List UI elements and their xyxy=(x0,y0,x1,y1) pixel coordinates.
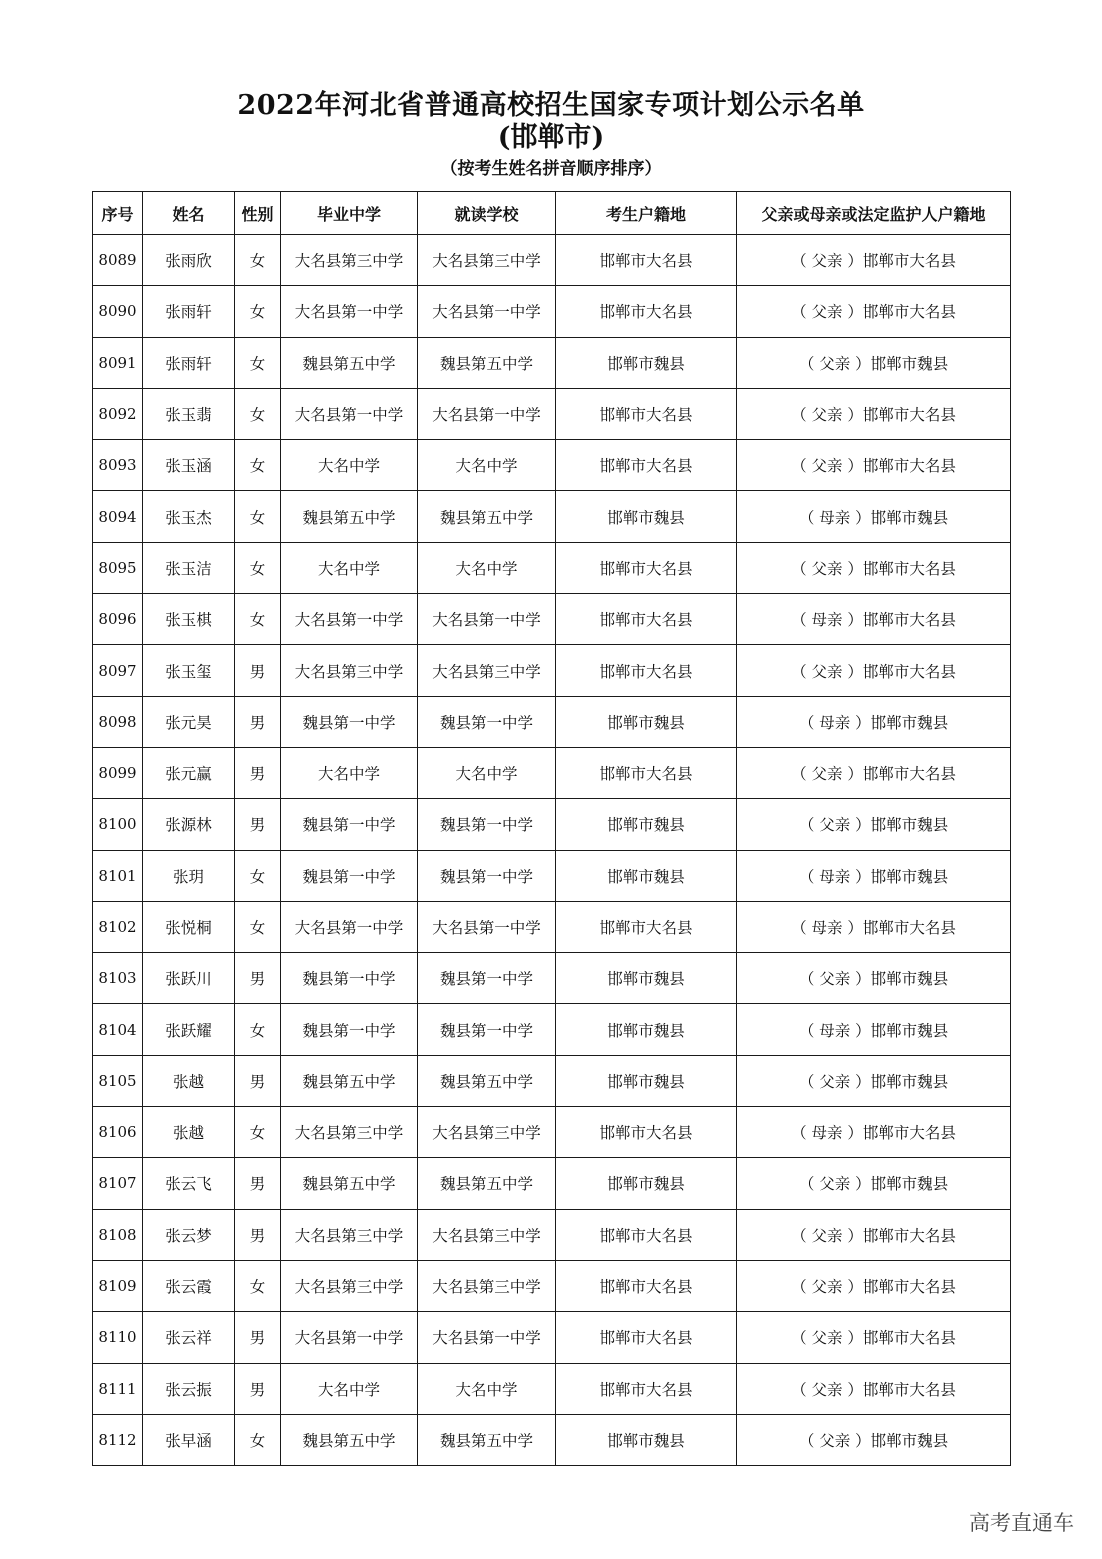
cell-student-hukou: 邯郸市魏县 xyxy=(556,1004,737,1055)
cell-guardian-hukou: （ 父亲 ）邯郸市大名县 xyxy=(737,440,1011,491)
document-title: 2022年河北省普通高校招生国家专项计划公示名单 xyxy=(237,90,865,121)
table-row xyxy=(93,747,1011,798)
cell-serial: 8096 xyxy=(93,594,143,645)
cell-name: 张元赢 xyxy=(143,747,235,798)
table-row xyxy=(93,388,1011,439)
cell-gender: 女 xyxy=(235,440,281,491)
cell-student-hukou: 邯郸市大名县 xyxy=(556,1260,737,1311)
cell-name: 张玥 xyxy=(143,850,235,901)
table-row xyxy=(93,850,1011,901)
cell-gender: 男 xyxy=(235,1055,281,1106)
cell-current-school: 大名县第三中学 xyxy=(418,1260,556,1311)
cell-name: 张越 xyxy=(143,1055,235,1106)
cell-gender: 女 xyxy=(235,1260,281,1311)
cell-student-hukou: 邯郸市魏县 xyxy=(556,1158,737,1209)
cell-name: 张云梦 xyxy=(143,1209,235,1260)
cell-serial: 8108 xyxy=(93,1209,143,1260)
cell-name: 张雨轩 xyxy=(143,337,235,388)
cell-graduated-school: 大名中学 xyxy=(281,747,418,798)
cell-guardian-hukou: （ 母亲 ）邯郸市大名县 xyxy=(737,594,1011,645)
cell-graduated-school: 魏县第五中学 xyxy=(281,1414,418,1465)
title-block xyxy=(0,88,1102,182)
table-row xyxy=(93,1055,1011,1106)
cell-gender: 男 xyxy=(235,696,281,747)
cell-student-hukou: 邯郸市大名县 xyxy=(556,1209,737,1260)
cell-gender: 女 xyxy=(235,1414,281,1465)
cell-graduated-school: 大名县第一中学 xyxy=(281,388,418,439)
cell-serial: 8111 xyxy=(93,1363,143,1414)
cell-serial: 8092 xyxy=(93,388,143,439)
cell-current-school: 魏县第五中学 xyxy=(418,337,556,388)
cell-current-school: 魏县第五中学 xyxy=(418,1055,556,1106)
cell-guardian-hukou: （ 父亲 ）邯郸市大名县 xyxy=(737,286,1011,337)
cell-student-hukou: 邯郸市魏县 xyxy=(556,337,737,388)
cell-serial: 8103 xyxy=(93,953,143,1004)
cell-name: 张云霞 xyxy=(143,1260,235,1311)
table-row xyxy=(93,1363,1011,1414)
cell-graduated-school: 大名县第一中学 xyxy=(281,1312,418,1363)
cell-current-school: 大名县第一中学 xyxy=(418,388,556,439)
cell-name: 张早涵 xyxy=(143,1414,235,1465)
cell-gender: 女 xyxy=(235,1004,281,1055)
cell-name: 张源林 xyxy=(143,799,235,850)
cell-guardian-hukou: （ 父亲 ）邯郸市大名县 xyxy=(737,1312,1011,1363)
cell-gender: 女 xyxy=(235,491,281,542)
document-subtitle: (邯郸市) xyxy=(497,122,605,153)
cell-student-hukou: 邯郸市魏县 xyxy=(556,491,737,542)
table-row xyxy=(93,440,1011,491)
table-row xyxy=(93,594,1011,645)
cell-current-school: 大名县第三中学 xyxy=(418,235,556,286)
cell-guardian-hukou: （ 父亲 ）邯郸市大名县 xyxy=(737,1363,1011,1414)
cell-student-hukou: 邯郸市大名县 xyxy=(556,645,737,696)
cell-student-hukou: 邯郸市魏县 xyxy=(556,1055,737,1106)
cell-student-hukou: 邯郸市魏县 xyxy=(556,953,737,1004)
cell-graduated-school: 大名县第一中学 xyxy=(281,286,418,337)
cell-name: 张元昊 xyxy=(143,696,235,747)
cell-student-hukou: 邯郸市大名县 xyxy=(556,1107,737,1158)
cell-guardian-hukou: （ 父亲 ）邯郸市魏县 xyxy=(737,337,1011,388)
table-row xyxy=(93,286,1011,337)
cell-current-school: 大名县第三中学 xyxy=(418,1209,556,1260)
cell-current-school: 魏县第五中学 xyxy=(418,491,556,542)
cell-name: 张云振 xyxy=(143,1363,235,1414)
table-row xyxy=(93,696,1011,747)
cell-current-school: 魏县第一中学 xyxy=(418,799,556,850)
cell-serial: 8107 xyxy=(93,1158,143,1209)
cell-serial: 8090 xyxy=(93,286,143,337)
header-serial: 序号 xyxy=(93,192,143,235)
cell-serial: 8099 xyxy=(93,747,143,798)
cell-student-hukou: 邯郸市大名县 xyxy=(556,901,737,952)
cell-student-hukou: 邯郸市大名县 xyxy=(556,1363,737,1414)
cell-student-hukou: 邯郸市大名县 xyxy=(556,235,737,286)
header-row xyxy=(93,192,1011,235)
cell-guardian-hukou: （ 父亲 ）邯郸市大名县 xyxy=(737,388,1011,439)
cell-name: 张玉棋 xyxy=(143,594,235,645)
cell-current-school: 魏县第一中学 xyxy=(418,696,556,747)
cell-graduated-school: 魏县第一中学 xyxy=(281,1004,418,1055)
cell-current-school: 大名县第三中学 xyxy=(418,1107,556,1158)
cell-guardian-hukou: （ 父亲 ）邯郸市大名县 xyxy=(737,235,1011,286)
cell-gender: 女 xyxy=(235,542,281,593)
cell-name: 张雨轩 xyxy=(143,286,235,337)
cell-serial: 8110 xyxy=(93,1312,143,1363)
cell-serial: 8098 xyxy=(93,696,143,747)
header-gender: 性别 xyxy=(235,192,281,235)
cell-graduated-school: 大名中学 xyxy=(281,440,418,491)
cell-guardian-hukou: （ 父亲 ）邯郸市魏县 xyxy=(737,1055,1011,1106)
cell-gender: 男 xyxy=(235,1209,281,1260)
cell-gender: 男 xyxy=(235,1158,281,1209)
cell-current-school: 大名中学 xyxy=(418,747,556,798)
cell-gender: 男 xyxy=(235,645,281,696)
cell-graduated-school: 大名县第三中学 xyxy=(281,645,418,696)
cell-guardian-hukou: （ 母亲 ）邯郸市魏县 xyxy=(737,491,1011,542)
cell-serial: 8105 xyxy=(93,1055,143,1106)
table-row xyxy=(93,1158,1011,1209)
cell-name: 张玉翡 xyxy=(143,388,235,439)
header-student-hukou: 考生户籍地 xyxy=(556,192,737,235)
table-row xyxy=(93,1004,1011,1055)
cell-student-hukou: 邯郸市魏县 xyxy=(556,1414,737,1465)
cell-serial: 8101 xyxy=(93,850,143,901)
cell-student-hukou: 邯郸市大名县 xyxy=(556,1312,737,1363)
cell-graduated-school: 大名县第三中学 xyxy=(281,235,418,286)
cell-serial: 8095 xyxy=(93,542,143,593)
cell-current-school: 大名县第一中学 xyxy=(418,901,556,952)
cell-student-hukou: 邯郸市大名县 xyxy=(556,440,737,491)
cell-name: 张跃耀 xyxy=(143,1004,235,1055)
cell-name: 张玉洁 xyxy=(143,542,235,593)
cell-graduated-school: 大名县第三中学 xyxy=(281,1107,418,1158)
cell-current-school: 魏县第一中学 xyxy=(418,953,556,1004)
cell-graduated-school: 大名中学 xyxy=(281,542,418,593)
cell-current-school: 大名县第一中学 xyxy=(418,594,556,645)
cell-student-hukou: 邯郸市大名县 xyxy=(556,286,737,337)
cell-serial: 8100 xyxy=(93,799,143,850)
table-row xyxy=(93,1209,1011,1260)
cell-gender: 女 xyxy=(235,337,281,388)
cell-graduated-school: 魏县第五中学 xyxy=(281,1158,418,1209)
cell-serial: 8109 xyxy=(93,1260,143,1311)
cell-name: 张越 xyxy=(143,1107,235,1158)
header-current-school: 就读学校 xyxy=(418,192,556,235)
cell-gender: 女 xyxy=(235,850,281,901)
cell-student-hukou: 邯郸市魏县 xyxy=(556,850,737,901)
cell-name: 张玉涵 xyxy=(143,440,235,491)
table-row xyxy=(93,1312,1011,1363)
cell-serial: 8091 xyxy=(93,337,143,388)
table-row xyxy=(93,645,1011,696)
table-row xyxy=(93,901,1011,952)
cell-gender: 女 xyxy=(235,286,281,337)
cell-guardian-hukou: （ 父亲 ）邯郸市大名县 xyxy=(737,747,1011,798)
sort-note: （按考生姓名拼音顺序排序） xyxy=(440,159,662,179)
cell-graduated-school: 大名县第一中学 xyxy=(281,594,418,645)
cell-name: 张玉玺 xyxy=(143,645,235,696)
cell-gender: 男 xyxy=(235,953,281,1004)
cell-gender: 男 xyxy=(235,799,281,850)
roster-body xyxy=(93,235,1011,1466)
cell-guardian-hukou: （ 父亲 ）邯郸市大名县 xyxy=(737,1209,1011,1260)
table-row xyxy=(93,1107,1011,1158)
cell-serial: 8093 xyxy=(93,440,143,491)
cell-serial: 8094 xyxy=(93,491,143,542)
cell-current-school: 魏县第五中学 xyxy=(418,1158,556,1209)
cell-guardian-hukou: （ 父亲 ）邯郸市魏县 xyxy=(737,1158,1011,1209)
table-row xyxy=(93,337,1011,388)
table-row xyxy=(93,235,1011,286)
cell-serial: 8102 xyxy=(93,901,143,952)
cell-guardian-hukou: （ 父亲 ）邯郸市大名县 xyxy=(737,645,1011,696)
cell-student-hukou: 邯郸市大名县 xyxy=(556,747,737,798)
cell-gender: 女 xyxy=(235,594,281,645)
cell-gender: 男 xyxy=(235,1363,281,1414)
cell-current-school: 大名县第一中学 xyxy=(418,286,556,337)
cell-graduated-school: 魏县第一中学 xyxy=(281,850,418,901)
cell-graduated-school: 魏县第五中学 xyxy=(281,337,418,388)
cell-gender: 女 xyxy=(235,235,281,286)
cell-gender: 男 xyxy=(235,1312,281,1363)
cell-student-hukou: 邯郸市魏县 xyxy=(556,799,737,850)
cell-serial: 8104 xyxy=(93,1004,143,1055)
header-guardian-hukou: 父亲或母亲或法定监护人户籍地 xyxy=(737,192,1011,235)
cell-gender: 女 xyxy=(235,901,281,952)
cell-guardian-hukou: （ 父亲 ）邯郸市魏县 xyxy=(737,1414,1011,1465)
cell-guardian-hukou: （ 母亲 ）邯郸市魏县 xyxy=(737,1004,1011,1055)
cell-gender: 男 xyxy=(235,747,281,798)
cell-graduated-school: 大名县第三中学 xyxy=(281,1209,418,1260)
cell-graduated-school: 魏县第一中学 xyxy=(281,696,418,747)
cell-current-school: 大名中学 xyxy=(418,542,556,593)
cell-name: 张云飞 xyxy=(143,1158,235,1209)
cell-graduated-school: 魏县第一中学 xyxy=(281,953,418,1004)
cell-current-school: 大名县第一中学 xyxy=(418,1312,556,1363)
cell-name: 张悦桐 xyxy=(143,901,235,952)
cell-student-hukou: 邯郸市魏县 xyxy=(556,696,737,747)
cell-current-school: 大名中学 xyxy=(418,1363,556,1414)
cell-name: 张雨欣 xyxy=(143,235,235,286)
cell-graduated-school: 大名县第一中学 xyxy=(281,901,418,952)
cell-name: 张云祥 xyxy=(143,1312,235,1363)
cell-name: 张跃川 xyxy=(143,953,235,1004)
cell-serial: 8112 xyxy=(93,1414,143,1465)
cell-current-school: 魏县第五中学 xyxy=(418,1414,556,1465)
cell-student-hukou: 邯郸市大名县 xyxy=(556,388,737,439)
cell-guardian-hukou: （ 父亲 ）邯郸市魏县 xyxy=(737,799,1011,850)
cell-graduated-school: 魏县第一中学 xyxy=(281,799,418,850)
cell-guardian-hukou: （ 父亲 ）邯郸市大名县 xyxy=(737,542,1011,593)
cell-graduated-school: 魏县第五中学 xyxy=(281,1055,418,1106)
cell-current-school: 魏县第一中学 xyxy=(418,1004,556,1055)
cell-guardian-hukou: （ 母亲 ）邯郸市大名县 xyxy=(737,1107,1011,1158)
table-row xyxy=(93,1414,1011,1465)
table-row xyxy=(93,1260,1011,1311)
cell-graduated-school: 魏县第五中学 xyxy=(281,491,418,542)
cell-gender: 女 xyxy=(235,388,281,439)
cell-student-hukou: 邯郸市大名县 xyxy=(556,542,737,593)
cell-current-school: 大名县第三中学 xyxy=(418,645,556,696)
table-row xyxy=(93,953,1011,1004)
cell-student-hukou: 邯郸市大名县 xyxy=(556,594,737,645)
cell-serial: 8089 xyxy=(93,235,143,286)
cell-current-school: 魏县第一中学 xyxy=(418,850,556,901)
table-row xyxy=(93,799,1011,850)
cell-name: 张玉杰 xyxy=(143,491,235,542)
cell-guardian-hukou: （ 母亲 ）邯郸市魏县 xyxy=(737,696,1011,747)
table-row xyxy=(93,491,1011,542)
cell-serial: 8106 xyxy=(93,1107,143,1158)
header-graduated-school: 毕业中学 xyxy=(281,192,418,235)
cell-guardian-hukou: （ 母亲 ）邯郸市大名县 xyxy=(737,901,1011,952)
roster-table xyxy=(92,191,1011,1466)
cell-guardian-hukou: （ 父亲 ）邯郸市大名县 xyxy=(737,1260,1011,1311)
cell-guardian-hukou: （ 父亲 ）邯郸市魏县 xyxy=(737,953,1011,1004)
cell-graduated-school: 大名县第三中学 xyxy=(281,1260,418,1311)
cell-serial: 8097 xyxy=(93,645,143,696)
table-row xyxy=(93,542,1011,593)
cell-gender: 女 xyxy=(235,1107,281,1158)
cell-graduated-school: 大名中学 xyxy=(281,1363,418,1414)
cell-guardian-hukou: （ 母亲 ）邯郸市魏县 xyxy=(737,850,1011,901)
cell-current-school: 大名中学 xyxy=(418,440,556,491)
header-name: 姓名 xyxy=(143,192,235,235)
watermark: 高考直通车 xyxy=(969,1511,1074,1535)
